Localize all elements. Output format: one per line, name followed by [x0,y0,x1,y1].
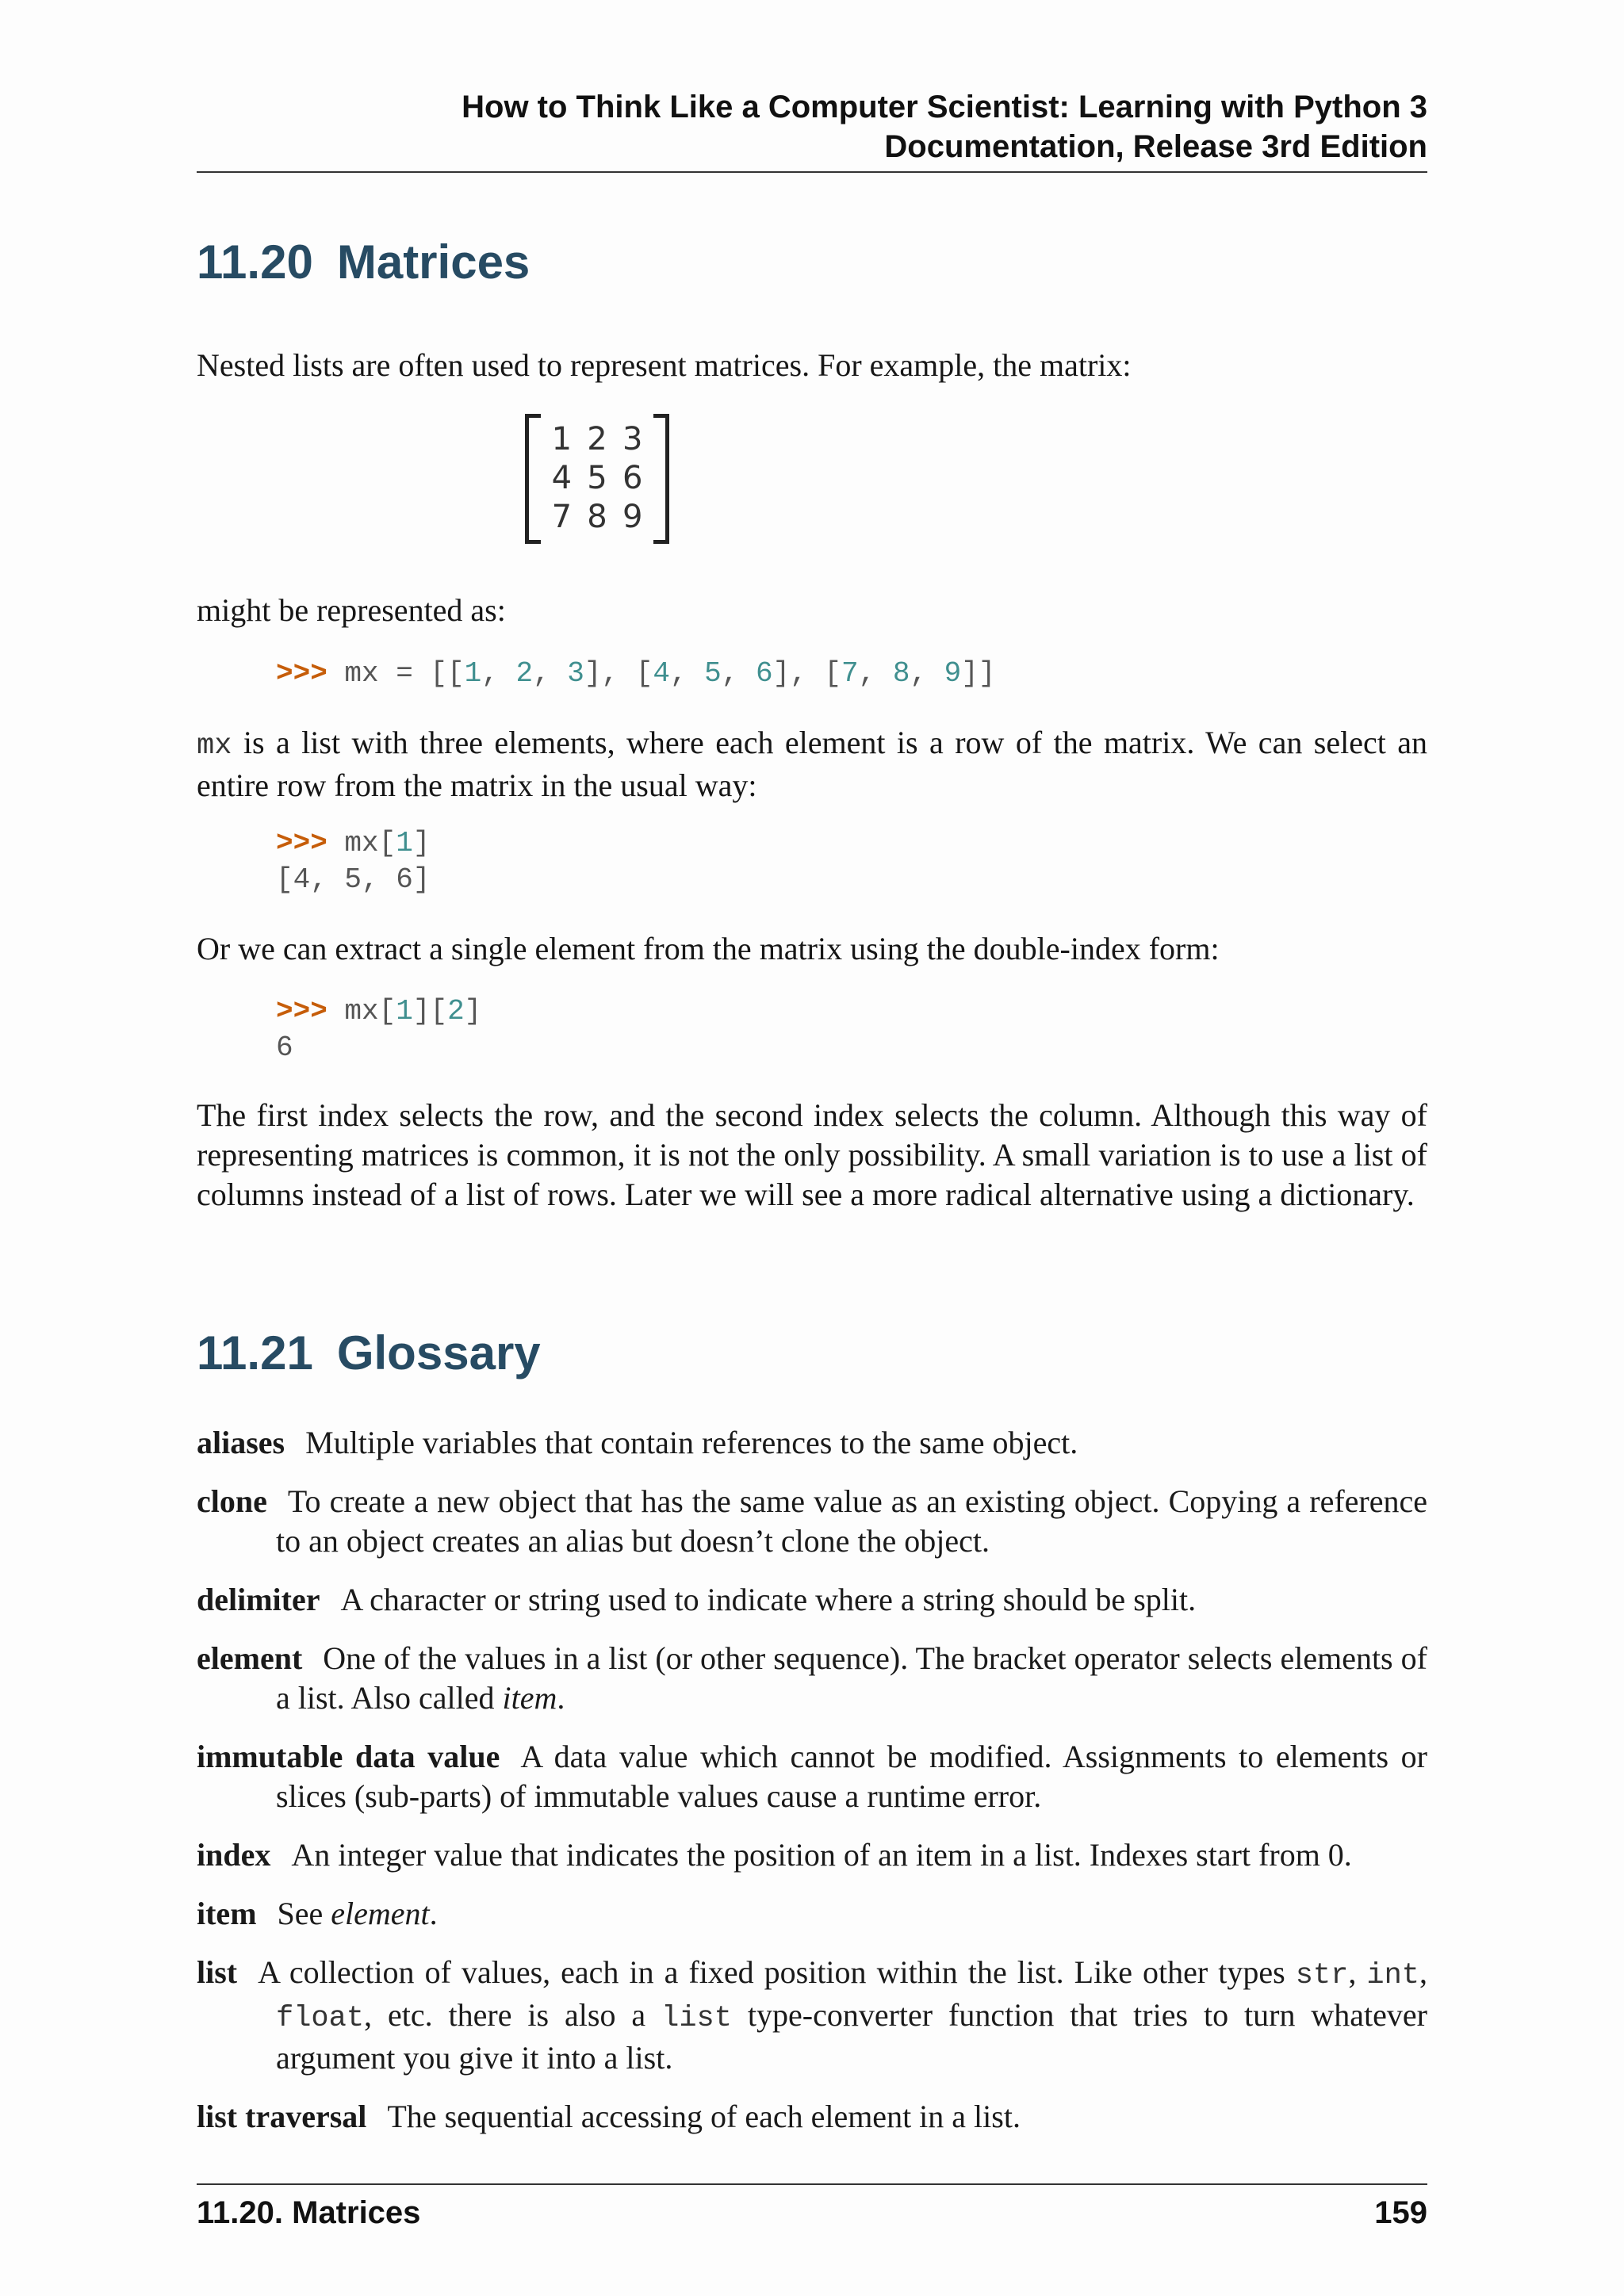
code-token: ]] [961,657,996,690]
glossary-entry [197,1639,1427,1718]
glossary-emphasis: element [331,1896,430,1931]
code-prompt: >>> [276,827,327,859]
code-token: , [481,657,516,690]
matrix-cell: 1 [551,421,573,457]
glossary-separator: , [1348,1954,1367,1990]
matrix-cell: 3 [622,421,643,457]
code-token: 5 [704,657,722,690]
code-token: mx[ [327,995,396,1027]
extract-paragraph: Or we can extract a single element from the matrix using the double-index form: [197,931,1220,966]
page-number: 159 [1374,2195,1427,2230]
section-title: Glossary [336,1326,541,1380]
glossary-definition: A data value which cannot be modified. Assignments to elements or slices (sub-parts) of immutable values cause a runtime error. [276,1739,1427,1814]
glossary-tail: . [557,1680,565,1716]
section-number: 11.21 [197,1326,313,1380]
code-token: , [669,657,705,690]
section-heading-glossary [197,1326,541,1381]
matrix-cell: 8 [587,499,607,535]
header-line-1: How to Think Like a Computer Scientist: Learning with Python 3 [462,90,1427,124]
closing-paragraph: The first index selects the row, and the second index selects the column. Although this way of representing matrices is common, it is not the only possibility. A small variation is to use a list of columns instead of a list of rows. Later we will see a more radical alternative using a dictionary. [197,1097,1427,1212]
intro-paragraph: Nested lists are often used to represent matrices. For example, the matrix: [197,347,1132,383]
glossary-definition: A character or string used to indicate where a string should be split. [340,1582,1197,1617]
footer-section-label: 11.20. Matrices [197,2195,421,2230]
section-title: Matrices [336,235,530,289]
code-token: ], [ [584,657,653,690]
code-token: 4 [653,657,670,690]
document-page [197,0,1427,2296]
glossary-entry [197,1737,1427,1816]
inline-code: float [276,2002,365,2035]
code-token: 1 [396,827,413,859]
glossary-definition: , etc. there is also a [364,1997,662,2033]
code-block-row [276,825,430,898]
glossary-term: clone [197,1483,267,1519]
matrix-cell: 4 [551,460,573,496]
glossary-term: list [197,1954,238,1990]
matrix-cell: 7 [551,499,573,535]
glossary-definition: An integer value that indicates the position of an item in a list. Indexes start from 0. [291,1837,1352,1873]
glossary-term: list traversal [197,2099,367,2134]
code-token: 6 [755,657,773,690]
glossary-tail: . [429,1896,438,1931]
glossary-definition: Multiple variables that contain references to the same object. [305,1425,1078,1460]
matrix-cell: 2 [587,421,607,457]
code-token: 1 [396,995,413,1027]
code-token: 7 [841,657,859,690]
code-prompt: >>> [276,657,327,690]
glossary-entry [197,1482,1427,1561]
code-token: , [533,657,568,690]
glossary-list [197,1423,1427,2156]
code-token: ] [464,995,482,1027]
header-line-2: Documentation, Release 3rd Edition [884,129,1427,164]
code-output: 6 [276,1031,293,1064]
glossary-entry [197,1423,1427,1463]
code-block-element [276,993,481,1066]
inline-code: str [1295,1959,1349,1992]
glossary-term: element [197,1640,303,1676]
code-token: , [858,657,893,690]
glossary-separator: , [1419,1954,1428,1990]
glossary-term: delimiter [197,1582,320,1617]
code-output: [4, 5, 6] [276,863,431,896]
represented-paragraph: might be represented as: [197,592,506,628]
code-token: 3 [567,657,584,690]
code-token: ][ [412,995,448,1027]
section-heading-matrices [197,235,530,290]
matrix-cell: 5 [587,460,607,496]
code-token: , [721,657,756,690]
inline-code: list [661,2002,732,2035]
glossary-entry [197,1580,1427,1620]
code-block-assign [276,656,996,692]
glossary-entry [197,1953,1427,2078]
glossary-term: index [197,1837,271,1873]
code-token: 2 [447,995,465,1027]
matrix-image [525,414,669,545]
running-header [197,87,1427,166]
glossary-emphasis: item [502,1680,557,1716]
glossary-definition: The sequential accessing of each element in a list. [387,2099,1021,2134]
paragraph-text: is a list with three elements, where each element is a row of the matrix. We can select an entire row from the matrix in the usual way: [197,725,1427,803]
inline-code: mx [197,729,232,763]
mx-paragraph [197,723,1427,806]
glossary-entry [197,2097,1427,2137]
matrix-cell: 6 [622,460,643,496]
matrix-cell: 9 [622,499,643,535]
glossary-definition: type-converter function that tries to turn whatever argument you give it into a list. [276,1997,1427,2076]
code-token: , [910,657,944,690]
code-token: ], [ [772,657,842,690]
right-bracket [653,414,669,544]
left-bracket [525,414,541,544]
code-token: 9 [944,657,962,690]
header-rule [197,171,1427,173]
code-token: mx[ [327,827,396,859]
footer-rule [197,2183,1427,2185]
code-token: ] [412,827,431,859]
page-footer [197,2193,1427,2233]
glossary-entry [197,1835,1427,1875]
inline-code: int [1366,1959,1420,1992]
glossary-term: immutable data value [197,1739,500,1774]
glossary-definition: To create a new object that has the same value as an existing object. Copying a reference to an object creates an alias but doesn’t clone the object. [276,1483,1427,1559]
code-token: mx = [[ [327,657,465,690]
glossary-term: item [197,1896,257,1931]
glossary-term: aliases [197,1425,285,1460]
glossary-definition: One of the values in a list (or other sequence). The bracket operator selects elements of a list. Also called [276,1640,1427,1716]
glossary-definition: A collection of values, each in a fixed position within the list. Like other types [258,1954,1296,1990]
matrix-grid [544,420,650,537]
glossary-entry [197,1894,1427,1934]
code-token: 1 [464,657,482,690]
glossary-definition: See [277,1896,331,1931]
code-token: 8 [892,657,910,690]
code-prompt: >>> [276,995,327,1027]
code-token: 2 [515,657,534,690]
section-number: 11.20 [197,235,313,289]
